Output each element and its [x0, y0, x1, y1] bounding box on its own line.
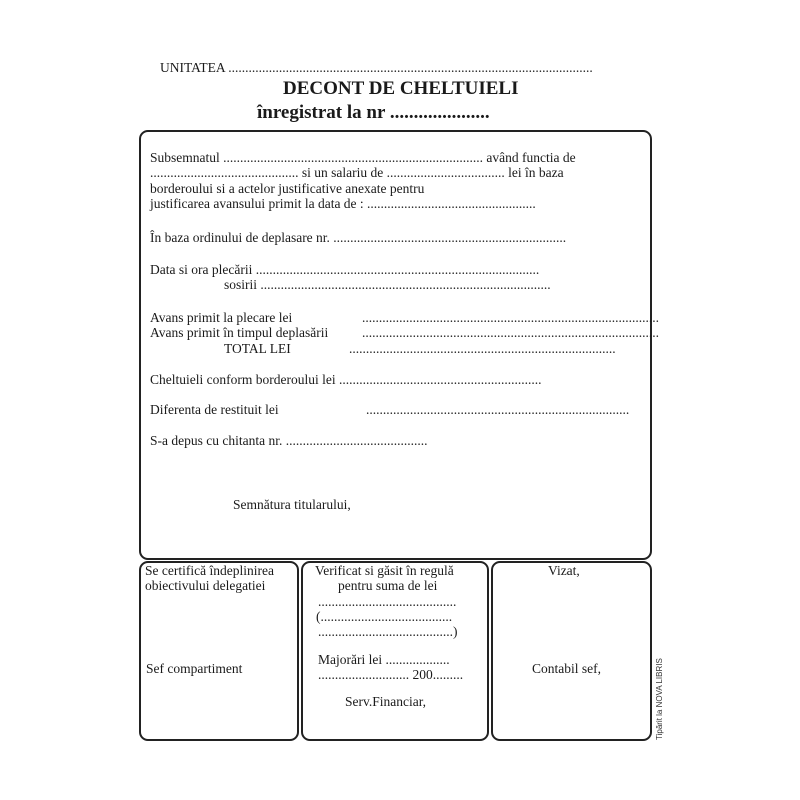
verificat-line2: pentru suma de lei — [338, 578, 438, 593]
unitatea-line: UNITATEA ............................................................................................................ — [160, 60, 593, 75]
sef-compartiment: Sef compartiment — [146, 661, 243, 676]
data-sosire-line: sosirii ...................................................................................... — [224, 277, 551, 292]
diferenta-label: Diferenta de restituit lei — [150, 402, 279, 417]
chitanta-line: S-a depus cu chitanta nr. .......................................... — [150, 433, 428, 448]
suma-dots-line3: ........................................) — [318, 624, 458, 639]
avans-plecare-dots: ........................................................................................ — [362, 310, 659, 325]
registration-number-line: înregistrat la nr ..................... — [257, 102, 490, 123]
vizat-label: Vizat, — [548, 563, 580, 578]
certificare-line2: obiectivului delegatiei — [145, 578, 266, 593]
ordin-deplasare-line: În baza ordinului de deplasare nr. ..................................................................... — [150, 230, 567, 245]
suma-dots-line1: ......................................... — [318, 594, 457, 609]
total-lei-label: TOTAL LEI — [224, 341, 291, 356]
majorari-line: Majorări lei ................... — [318, 652, 450, 667]
document-title: DECONT DE CHELTUIELI — [283, 78, 519, 99]
date-200-line: ........................... 200......... — [318, 667, 464, 682]
avans-plecare-label: Avans primit la plecare lei — [150, 310, 293, 325]
cheltuieli-line: Cheltuieli conform borderoului lei ............................................................ — [150, 372, 542, 387]
contabil-sef: Contabil sef, — [532, 661, 601, 676]
suma-dots-line2: (....................................... — [316, 609, 453, 624]
verificat-line1: Verificat si găsit în regulă — [315, 563, 454, 578]
borderou-line: borderoului si a actelor justificative anexate pentru — [150, 181, 425, 196]
semnatura-titular: Semnătura titularului, — [233, 497, 351, 512]
diferenta-dots: .............................................................................. — [366, 402, 630, 417]
certificare-line1: Se certifică îndeplinirea — [145, 563, 274, 578]
data-plecare-line: Data si ora plecării .................................................................................... — [150, 262, 540, 277]
avans-deplasare-label: Avans primit în timpul deplasării — [150, 325, 329, 340]
total-lei-dots: ............................................................................... — [349, 341, 616, 356]
printer-note: Tipărit la NOVA LIBRIS — [655, 658, 664, 740]
data-avans-line: justificarea avansului primit la data de : .................................................. — [150, 196, 536, 211]
viza-box — [491, 561, 652, 741]
serv-financiar: Serv.Financiar, — [345, 694, 427, 709]
avans-deplasare-dots: ........................................................................................ — [362, 325, 659, 340]
subsemnatul-line: Subsemnatul ............................................................................. având functia de — [150, 150, 576, 165]
salariu-line: ............................................ si un salariu de ................................... lei în baza — [150, 165, 564, 180]
